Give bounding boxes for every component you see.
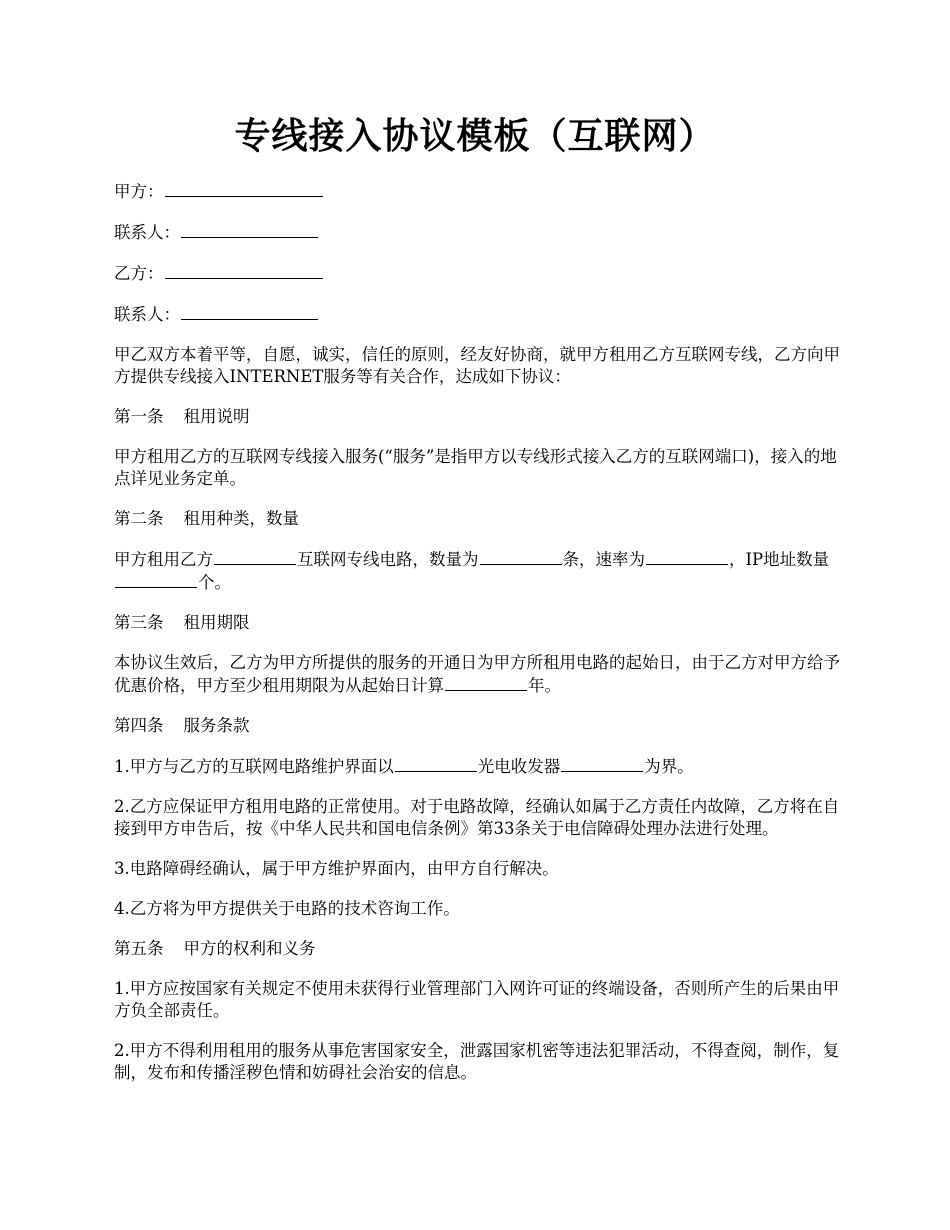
article-2-text-part: 条，速率为 xyxy=(562,550,645,569)
article-3-text-part: 本协议生效后，乙方为甲方所提供的服务的开通日为甲方所租用电路的起始日，由于乙方对甲方给予优惠价格，甲方至少租用期限为从起始日计算 xyxy=(114,653,840,695)
article-2-title: 租用种类，数量 xyxy=(183,509,299,528)
article-5-item-1: 1.甲方应按国家有关规定不使用未获得行业管理部门入网许可证的终端设备，否则所产生的后果由甲方负全部责任。 xyxy=(114,979,840,1020)
party-b-blank xyxy=(165,262,323,279)
article-1-title: 租用说明 xyxy=(183,407,250,426)
article-1-number: 第一条 xyxy=(114,407,164,426)
speed-blank xyxy=(646,548,728,565)
article-3-text xyxy=(114,652,844,697)
article-1-text: 甲方租用乙方的互联网专线接入服务(“服务”是指甲方以专线形式接入乙方的互联网端口)，接入的地点详见业务定单。 xyxy=(114,447,837,488)
line-count-blank xyxy=(480,548,562,565)
article-4-title: 服务条款 xyxy=(183,716,250,735)
article-4-item-1-part: 1.甲方与乙方的互联网电路维护界面以 xyxy=(114,757,394,776)
article-1-heading xyxy=(114,406,844,428)
party-b-line xyxy=(114,262,844,285)
article-4-item-1-part: 光电收发器 xyxy=(477,757,561,776)
contact-b-line xyxy=(114,303,844,326)
article-4-item-4: 4.乙方将为甲方提供关于电路的技术咨询工作。 xyxy=(114,899,460,918)
article-2-heading xyxy=(114,508,844,530)
party-b-label: 乙方： xyxy=(114,264,164,283)
article-3-number: 第三条 xyxy=(114,613,164,632)
party-a-label: 甲方： xyxy=(114,182,164,201)
article-4-item-1 xyxy=(114,755,844,778)
article-2-text-part: 互联网专线电路，数量为 xyxy=(297,550,479,569)
maintenance-boundary-blank-2 xyxy=(561,755,643,772)
contact-a-label: 联系人： xyxy=(114,223,180,242)
article-3-title: 租用期限 xyxy=(183,613,250,632)
intro-paragraph: 甲乙双方本着平等，自愿，诚实，信任的原则，经友好协商，就甲方租用乙方互联网专线，乙方向甲方提供专线接入INTERNET服务等有关合作，达成如下协议： xyxy=(114,345,840,386)
article-2-text-part: ，IP地址数量 xyxy=(729,550,830,569)
article-5-heading xyxy=(114,938,844,960)
contact-a-blank xyxy=(181,221,318,238)
party-a-blank xyxy=(165,180,323,197)
article-5-title: 甲方的权利和义务 xyxy=(183,939,316,958)
term-years-blank xyxy=(445,674,527,691)
contact-b-blank xyxy=(181,303,318,320)
article-4-item-1-part: 为界。 xyxy=(644,757,694,776)
document-title: 专线接入协议模板（互联网） xyxy=(234,115,716,157)
article-4-item-3: 3.电路障碍经确认，属于甲方维护界面内，由甲方自行解决。 xyxy=(114,859,559,878)
party-a-line xyxy=(114,180,844,203)
article-2-text-part: 个。 xyxy=(198,573,231,592)
line-type-blank xyxy=(214,548,296,565)
contact-b-label: 联系人： xyxy=(114,305,180,324)
article-4-heading xyxy=(114,715,844,737)
ip-count-blank xyxy=(115,571,197,588)
article-5-item-2: 2.甲方不得利用租用的服务从事危害国家安全，泄露国家机密等违法犯罪活动，不得查阅，制作，复制，发布和传播淫秽色情和妨碍社会治安的信息。 xyxy=(114,1041,840,1082)
contact-a-line xyxy=(114,221,844,244)
article-3-text-part: 年。 xyxy=(528,676,561,695)
maintenance-boundary-blank-1 xyxy=(395,755,477,772)
article-5-number: 第五条 xyxy=(114,939,164,958)
article-3-heading xyxy=(114,612,844,634)
article-2-number: 第二条 xyxy=(114,509,164,528)
article-4-number: 第四条 xyxy=(114,716,164,735)
document-body xyxy=(114,180,844,1102)
article-4-item-2: 2.乙方应保证甲方租用电路的正常使用。对于电路故障，经确认如属于乙方责任内故障，乙方将在自接到甲方申告后，按《中华人民共和国电信条例》第33条关于电信障碍处理办法进行处理。 xyxy=(114,797,840,838)
article-2-text-part: 甲方租用乙方 xyxy=(114,550,213,569)
article-2-text xyxy=(114,548,844,594)
